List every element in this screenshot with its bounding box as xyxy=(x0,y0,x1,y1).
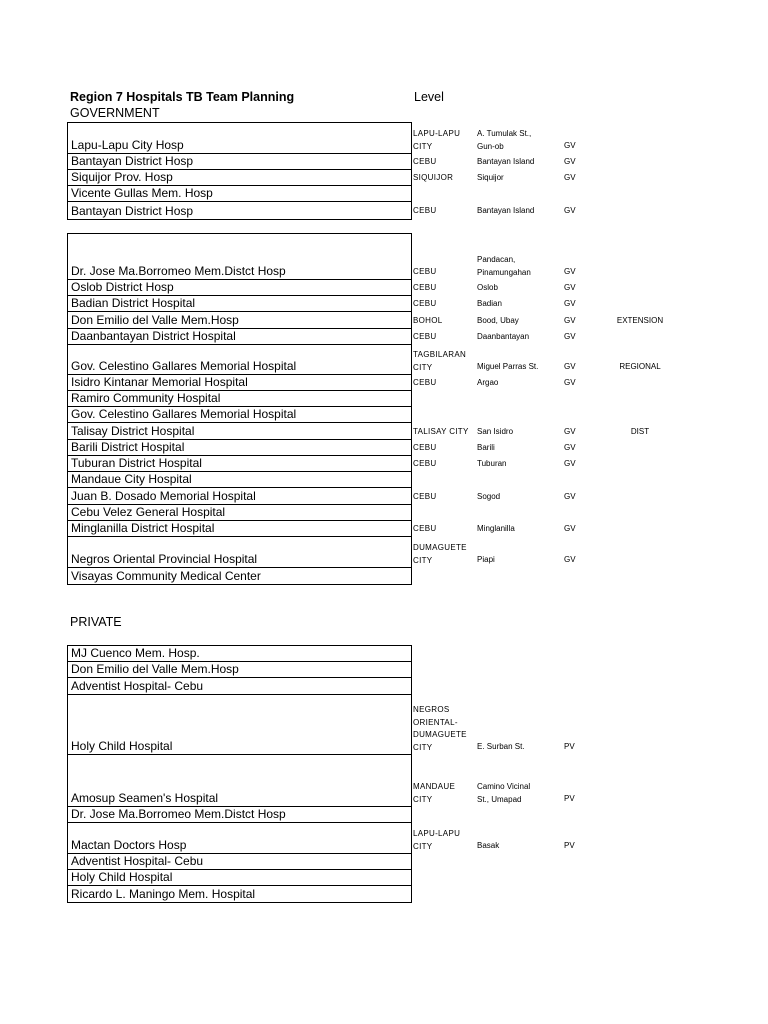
address-cell: Camino Vicinal St., Umapad xyxy=(477,782,531,804)
hospital-name: Mactan Doctors Hosp xyxy=(71,838,187,852)
government-2-row xyxy=(68,234,411,280)
hospital-name: Negros Oriental Provincial Hospital xyxy=(71,552,258,566)
city-cell: LAPU-LAPU CITY xyxy=(413,129,461,151)
government-2-row xyxy=(68,280,411,296)
hospital-name: Don Emilio del Valle Mem.Hosp xyxy=(71,313,239,327)
note-cell: REGIONAL xyxy=(619,362,661,371)
hospital-name: Daanbantayan District Hospital xyxy=(71,329,236,343)
hospital-name: Adventist Hospital- Cebu xyxy=(71,679,204,693)
private-section-label: PRIVATE xyxy=(70,615,122,629)
hospital-name: Gov. Celestino Gallares Memorial Hospital xyxy=(71,359,297,373)
address-cell: Piapi xyxy=(477,555,495,564)
address-cell: E. Surban St. xyxy=(477,742,525,751)
hospital-name: Tuburan District Hospital xyxy=(71,456,202,470)
level-cell: GV xyxy=(564,427,576,436)
hospital-name: Cebu Velez General Hospital xyxy=(71,505,226,519)
hospital-name: Visayas Community Medical Center xyxy=(71,569,261,583)
government-2-row xyxy=(68,488,411,505)
level-cell: GV xyxy=(564,141,576,150)
level-cell: GV xyxy=(564,283,576,292)
address-cell: Badian xyxy=(477,299,502,308)
address-cell: Barili xyxy=(477,443,495,452)
city-cell: CEBU xyxy=(413,378,437,387)
hospital-name: Talisay District Hospital xyxy=(71,424,195,438)
address-cell: Siquijor xyxy=(477,173,504,182)
private-row xyxy=(68,678,411,695)
city-cell: CEBU xyxy=(413,332,437,341)
private-row xyxy=(68,854,411,870)
hospital-name: Minglanilla District Hospital xyxy=(71,521,215,535)
address-cell: Minglanilla xyxy=(477,524,515,533)
private-row xyxy=(68,823,411,854)
level-cell: GV xyxy=(564,206,576,215)
government-2-row xyxy=(68,472,411,488)
government-1-row xyxy=(68,202,411,219)
level-cell: PV xyxy=(564,742,575,751)
city-cell: MANDAUE CITY xyxy=(413,782,456,804)
city-cell: CEBU xyxy=(413,492,437,501)
hospital-name: Holy Child Hospital xyxy=(71,870,173,884)
address-cell: Basak xyxy=(477,841,500,850)
private-row xyxy=(68,870,411,886)
hospital-name: Don Emilio del Valle Mem.Hosp xyxy=(71,662,239,676)
level-cell: PV xyxy=(564,794,575,803)
government-1-row xyxy=(68,170,411,186)
address-cell: Pandacan, Pinamungahan xyxy=(477,255,531,277)
level-cell: GV xyxy=(564,378,576,387)
government-1-row xyxy=(68,123,411,154)
address-cell: Argao xyxy=(477,378,499,387)
level-cell: GV xyxy=(564,316,576,325)
government-2-row xyxy=(68,568,411,584)
city-cell: CEBU xyxy=(413,459,437,468)
level-cell: GV xyxy=(564,173,576,182)
government-2-row xyxy=(68,345,411,375)
level-cell: GV xyxy=(564,443,576,452)
address-cell: Miguel Parras St. xyxy=(477,362,539,371)
city-cell: CEBU xyxy=(413,206,437,215)
private-row xyxy=(68,695,411,755)
address-cell: San Isidro xyxy=(477,427,514,436)
note-cell: DIST xyxy=(630,427,650,436)
government-2-row xyxy=(68,423,411,440)
government-2-row xyxy=(68,391,411,407)
address-cell: Sogod xyxy=(477,492,501,501)
level-cell: GV xyxy=(564,299,576,308)
government-2-row xyxy=(68,505,411,521)
city-cell: CEBU xyxy=(413,157,437,166)
hospital-name: Bantayan District Hosp xyxy=(71,154,194,168)
city-cell: DUMAGUETE CITY xyxy=(413,543,467,565)
hospital-name: Isidro Kintanar Memorial Hospital xyxy=(71,375,248,389)
level-cell: GV xyxy=(564,267,576,276)
private-row xyxy=(68,646,411,662)
hospital-name: Vicente Gullas Mem. Hosp xyxy=(71,186,213,200)
government-2-row xyxy=(68,296,411,312)
level-cell: GV xyxy=(564,459,576,468)
address-cell: Daanbantayan xyxy=(477,332,530,341)
government-2-row xyxy=(68,521,411,537)
level-cell: GV xyxy=(564,362,576,371)
government-table-2 xyxy=(67,233,412,585)
hospital-name: Siquijor Prov. Hosp xyxy=(71,170,173,184)
government-table-1 xyxy=(67,122,412,220)
level-cell: GV xyxy=(564,555,576,564)
hospital-name: Barili District Hospital xyxy=(71,440,185,454)
city-cell: CEBU xyxy=(413,524,437,533)
hospital-name: Dr. Jose Ma.Borromeo Mem.Distct Hosp xyxy=(71,264,286,278)
government-2-row xyxy=(68,440,411,456)
government-section-label: GOVERNMENT xyxy=(70,106,160,120)
level-cell: GV xyxy=(564,157,576,166)
hospital-name: Oslob District Hosp xyxy=(71,280,174,294)
hospital-name: Mandaue City Hospital xyxy=(71,472,192,486)
city-cell: SIQUIJOR xyxy=(413,173,454,182)
hospital-name: Dr. Jose Ma.Borromeo Mem.Distct Hosp xyxy=(71,807,286,821)
city-cell: CEBU xyxy=(413,299,437,308)
city-cell: LAPU-LAPU CITY xyxy=(413,829,461,851)
page-title: Region 7 Hospitals TB Team Planning xyxy=(70,90,295,104)
level-cell: GV xyxy=(564,332,576,341)
government-2-row xyxy=(68,329,411,345)
level-cell: GV xyxy=(564,524,576,533)
hospital-name: Bantayan District Hosp xyxy=(71,204,194,218)
hospital-name: Adventist Hospital- Cebu xyxy=(71,854,204,868)
level-cell: PV xyxy=(564,841,575,850)
hospital-name: Badian District Hospital xyxy=(71,296,196,310)
city-cell: BOHOL xyxy=(413,316,443,325)
address-cell: Oslob xyxy=(477,283,498,292)
address-cell: Tuburan xyxy=(477,459,507,468)
address-cell: A. Tumulak St., Gun-ob xyxy=(477,129,532,151)
government-2-row xyxy=(68,312,411,329)
address-cell: Bood, Ubay xyxy=(477,316,519,325)
hospital-name: Holy Child Hospital xyxy=(71,739,173,753)
level-cell: GV xyxy=(564,492,576,501)
city-cell: TALISAY CITY xyxy=(413,427,469,436)
private-row xyxy=(68,886,411,902)
hospital-name: Juan B. Dosado Memorial Hospital xyxy=(71,489,256,503)
hospital-name: Gov. Celestino Gallares Memorial Hospital xyxy=(71,407,297,421)
government-2-row xyxy=(68,537,411,568)
level-column-header: Level xyxy=(414,90,444,104)
hospital-name: Ramiro Community Hospital xyxy=(71,391,221,405)
government-1-row xyxy=(68,186,411,202)
government-1-row xyxy=(68,154,411,170)
government-2-row xyxy=(68,407,411,423)
government-2-row xyxy=(68,456,411,472)
private-row xyxy=(68,755,411,807)
private-row xyxy=(68,807,411,823)
city-cell: CEBU xyxy=(413,443,437,452)
private-table xyxy=(67,645,412,903)
address-cell: Bantayan Island xyxy=(477,206,535,215)
hospital-name: Amosup Seamen's Hospital xyxy=(71,791,219,805)
city-cell: CEBU xyxy=(413,283,437,292)
hospital-name: Ricardo L. Maningo Mem. Hospital xyxy=(71,887,256,901)
city-cell: CEBU xyxy=(413,267,437,276)
government-2-row xyxy=(68,375,411,391)
hospital-name: MJ Cuenco Mem. Hosp. xyxy=(71,646,200,660)
note-cell: EXTENSION xyxy=(616,316,664,325)
city-cell: TAGBILARAN CITY xyxy=(413,350,467,372)
city-cell: NEGROS ORIENTAL-DUMAGUETE CITY xyxy=(413,705,467,752)
private-row xyxy=(68,662,411,678)
address-cell: Bantayan Island xyxy=(477,157,535,166)
hospital-name: Lapu-Lapu City Hosp xyxy=(71,138,184,152)
